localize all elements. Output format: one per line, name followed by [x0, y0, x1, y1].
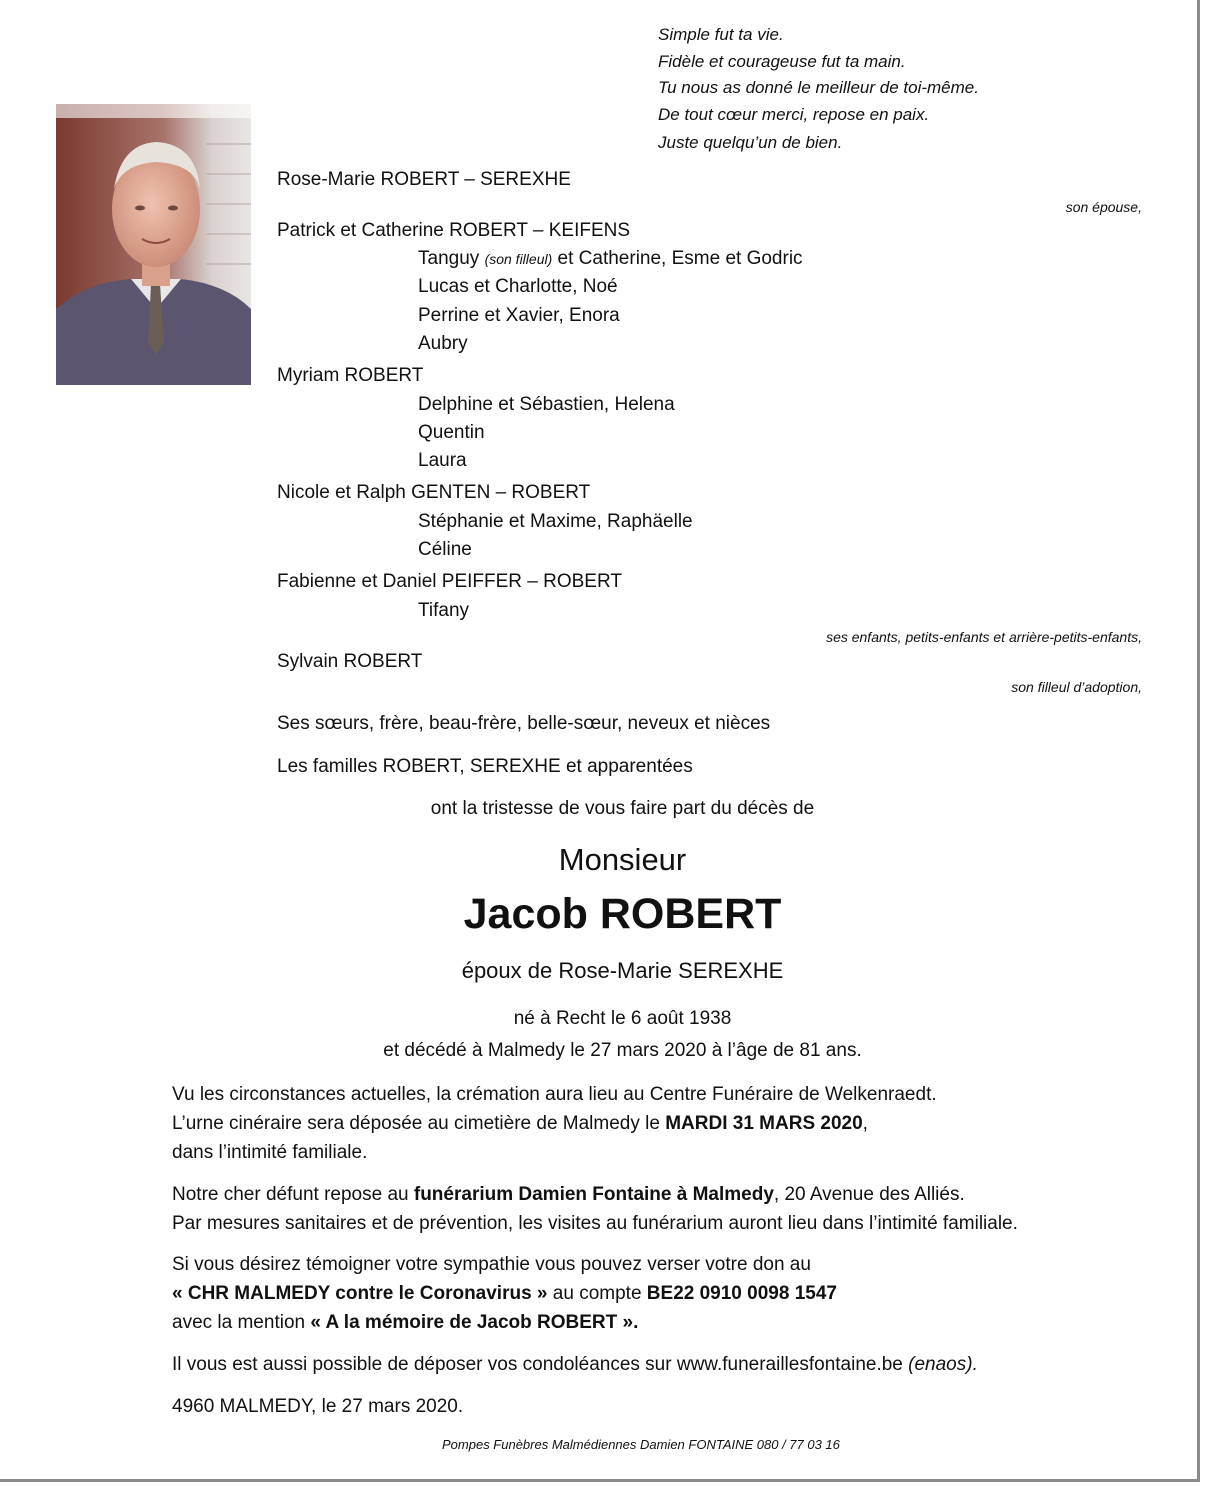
bank-account: BE22 0910 0098 1547 — [646, 1283, 837, 1304]
announcement: ont la tristesse de vous faire part du décès de — [430, 798, 815, 819]
ceremony-line: Vu les circonstances actuelles, la crémation aura lieu au Centre Funéraire de Welkenraedt. — [172, 1084, 937, 1105]
poem — [658, 22, 979, 157]
donation-mention: « A la mémoire de Jacob ROBERT ». — [310, 1312, 639, 1333]
death-line: et décédé à Malmedy le 27 mars 2020 à l’âge de 81 ans. — [383, 1040, 862, 1061]
grandchild-line: Aubry — [418, 333, 468, 354]
grandchild-line — [418, 248, 803, 270]
spouse-name: Rose-Marie ROBERT – SEREXHE — [277, 169, 571, 190]
poem-line: Tu nous as donné le meilleur de toi-même. — [658, 78, 979, 97]
text-run: , — [862, 1113, 868, 1134]
text-run: , 20 Avenue des Alliés. — [773, 1184, 965, 1205]
ceremony-line — [172, 1109, 937, 1138]
place-date: 4960 MALMEDY, le 27 mars 2020. — [172, 1396, 464, 1417]
godson-remark: (son filleul) — [484, 251, 553, 267]
poem-line: De tout cœur merci, repose en paix. — [658, 104, 930, 124]
grandchild-line: Céline — [418, 539, 472, 560]
ceremony-date: MARDI 31 MARS 2020 — [665, 1113, 863, 1134]
poem-line: Fidèle et courageuse fut ta main. — [658, 51, 906, 71]
donation-line — [172, 1279, 837, 1308]
grandchild-line: Lucas et Charlotte, Noé — [418, 276, 618, 297]
grandchild-rest: et Catherine, Esme et Godric — [557, 248, 803, 269]
grandchild-name: Tanguy — [418, 248, 480, 269]
spouse-note: son épouse, — [1065, 199, 1142, 215]
ceremony-paragraph — [172, 1080, 937, 1167]
child-name: Myriam ROBERT — [277, 365, 424, 386]
grandchild-line: Tifany — [418, 600, 470, 621]
ceremony-line: dans l’intimité familiale. — [172, 1142, 368, 1163]
families-line: Les familles ROBERT, SEREXHE et apparentées — [277, 756, 693, 777]
child-name: Patrick et Catherine ROBERT – KEIFENS — [277, 220, 631, 241]
children-note: ses enfants, petits-enfants et arrière-petits-enfants, — [826, 629, 1142, 645]
grandchild-line: Delphine et Sébastien, Helena — [418, 394, 675, 415]
funerarium-line — [172, 1180, 1018, 1209]
grandchild-line: Laura — [418, 450, 467, 471]
donation-line — [172, 1308, 837, 1337]
portrait-photo — [56, 104, 251, 385]
text-run: Notre cher défunt repose au — [172, 1184, 414, 1205]
godson-note: son filleul d’adoption, — [1011, 679, 1142, 695]
text-run: au compte — [547, 1283, 647, 1304]
child-name: Fabienne et Daniel PEIFFER – ROBERT — [277, 571, 622, 592]
condolences-line — [172, 1350, 978, 1379]
deceased-name: Jacob ROBERT — [463, 890, 782, 938]
child-name: Nicole et Ralph GENTEN – ROBERT — [277, 482, 591, 503]
funerarium-name: funérarium Damien Fontaine à Malmedy — [413, 1184, 774, 1205]
funerarium-line: Par mesures sanitaires et de prévention, les visites au funérarium auront lieu dans l’intimité familiale. — [172, 1213, 1018, 1234]
text-run: L’urne cinéraire sera déposée au cimetière de Malmedy le — [172, 1113, 666, 1134]
footer-funeral-home: Pompes Funèbres Malmédiennes Damien FONTAINE 080 / 77 03 16 — [442, 1437, 840, 1452]
spouse-line: époux de Rose-Marie SEREXHE — [461, 958, 784, 983]
siblings-line: Ses sœurs, frère, beau-frère, belle-sœur, neveux et nièces — [277, 713, 771, 734]
godson-name: Sylvain ROBERT — [277, 651, 423, 672]
donation-paragraph — [172, 1250, 837, 1337]
grandchild-line: Perrine et Xavier, Enora — [418, 305, 620, 326]
honorific: Monsieur — [558, 842, 687, 877]
grandchild-line: Stéphanie et Maxime, Raphäelle — [418, 511, 693, 532]
text-run: avec la mention — [172, 1312, 311, 1333]
poem-line: Simple fut ta vie. — [658, 25, 784, 44]
poem-line: Juste quelqu’un de bien. — [658, 133, 843, 152]
grandchild-line: Quentin — [418, 422, 485, 443]
donation-line: Si vous désirez témoigner votre sympathie vous pouvez verser votre don au — [172, 1254, 811, 1275]
birth-line: né à Recht le 6 août 1938 — [513, 1008, 732, 1029]
funerarium-paragraph — [172, 1180, 1018, 1238]
enaos-note: (enaos). — [908, 1354, 978, 1375]
charity-name: « CHR MALMEDY contre le Coronavirus » — [172, 1283, 548, 1304]
condolences-text: Il vous est aussi possible de déposer vos condoléances sur www.funeraillesfontaine.be — [172, 1354, 909, 1375]
